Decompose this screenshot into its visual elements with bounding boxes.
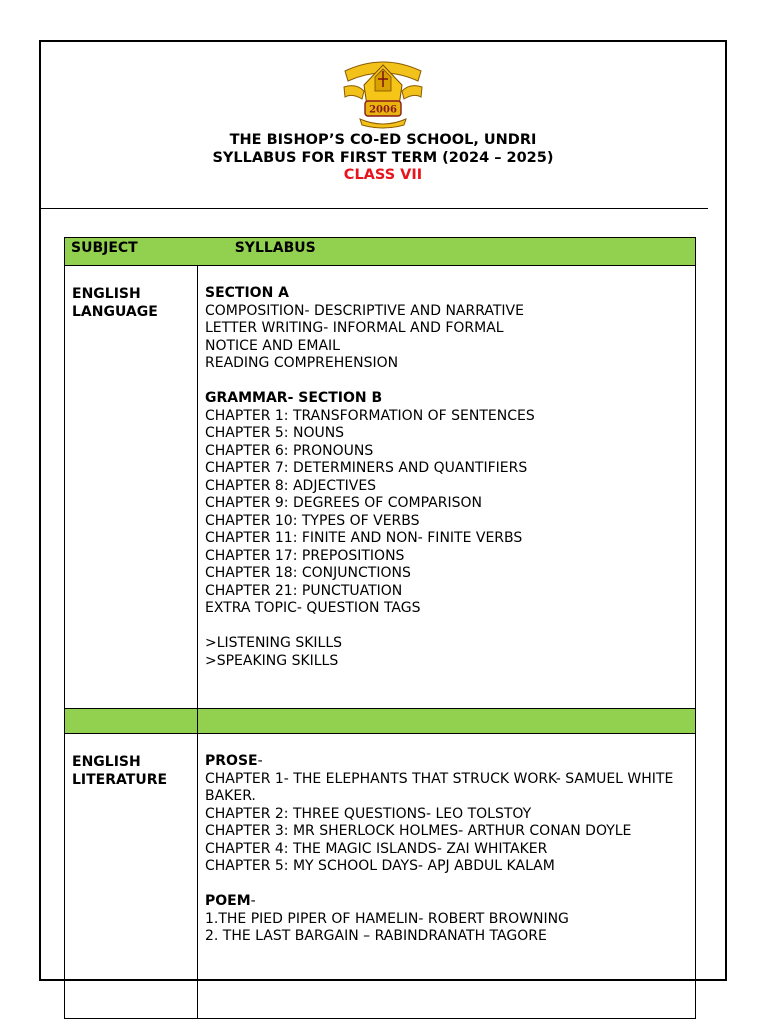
subject-line: ENGLISH	[72, 286, 141, 302]
list-item: CHAPTER 3: MR SHERLOCK HOLMES- ARTHUR CONAN DOYLE	[205, 823, 632, 839]
subject-cell	[65, 734, 198, 1019]
section-heading	[205, 893, 687, 911]
list-item: >SPEAKING SKILLS	[205, 652, 339, 669]
table-row	[65, 734, 696, 1019]
column-header-syllabus: SYLLABUS	[234, 240, 316, 256]
subject-line: LITERATURE	[72, 771, 168, 788]
list-item: CHAPTER 17: PREPOSITIONS	[205, 547, 405, 564]
school-name: THE BISHOP’S CO-ED SCHOOL, UNDRI	[229, 132, 537, 148]
list-item: CHAPTER 9: DEGREES OF COMPARISON	[205, 495, 482, 511]
separator-row	[65, 709, 696, 734]
column-header-subject: SUBJECT	[71, 240, 138, 256]
logo-year: 2006	[369, 104, 397, 116]
subject-cell	[65, 266, 198, 709]
list-item: CHAPTER 21: PUNCTUATION	[205, 582, 403, 599]
list-item: EXTRA TOPIC- QUESTION TAGS	[205, 600, 421, 616]
list-item: CHAPTER 8: ADJECTIVES	[205, 477, 377, 494]
table-row	[65, 266, 696, 709]
list-item: CHAPTER 4: THE MAGIC ISLANDS- ZAI WHITAKER	[205, 840, 548, 857]
syllabus-table	[64, 237, 696, 1019]
school-crest-logo	[342, 57, 424, 129]
list-item: CHAPTER 7: DETERMINERS AND QUANTIFIERS	[205, 460, 528, 476]
section-heading-rest: - SECTION B	[287, 390, 383, 406]
section-heading	[205, 753, 687, 771]
header-divider	[41, 208, 708, 209]
list-item: CHAPTER 18: CONJUNCTIONS	[205, 565, 411, 581]
list-item: CHAPTER 5: MY SCHOOL DAYS- APJ ABDUL KALAM	[205, 858, 555, 874]
list-item: 2. THE LAST BARGAIN – RABINDRANATH TAGORE	[205, 928, 547, 944]
section-heading-suffix: -	[257, 753, 263, 769]
subject-line: LANGUAGE	[72, 303, 158, 320]
list-item: COMPOSITION- DESCRIPTIVE AND NARRATIVE	[205, 302, 524, 319]
section-heading	[205, 390, 687, 408]
subject-line: ENGLISH	[72, 754, 141, 770]
syllabus-title: SYLLABUS FOR FIRST TERM (2024 – 2025)	[212, 150, 554, 166]
section-heading-bold: GRAMMAR	[205, 390, 288, 406]
list-item: CHAPTER 1- THE ELEPHANTS THAT STRUCK WORK- SAMUEL WHITE BAKER.	[205, 770, 674, 804]
list-item: CHAPTER 2: THREE QUESTIONS- LEO TOLSTOY	[205, 805, 532, 822]
section-heading-bold: PROSE	[205, 753, 258, 769]
list-item: >LISTENING SKILLS	[205, 635, 342, 651]
list-item: CHAPTER 11: FINITE AND NON- FINITE VERBS	[205, 530, 523, 546]
list-item: READING COMPREHENSION	[205, 355, 399, 371]
list-item: NOTICE AND EMAIL	[205, 337, 340, 354]
syllabus-cell	[198, 734, 696, 1019]
list-item: CHAPTER 10: TYPES OF VERBS	[205, 512, 420, 529]
list-item: LETTER WRITING- INFORMAL AND FORMAL	[205, 320, 504, 336]
section-heading-bold: POEM	[205, 893, 251, 909]
list-item: CHAPTER 5: NOUNS	[205, 425, 345, 441]
section-heading: SECTION A	[205, 285, 290, 301]
table-header-row	[65, 238, 696, 266]
syllabus-cell	[198, 266, 696, 709]
section-heading-suffix: -	[250, 893, 256, 909]
class-title: CLASS VII	[343, 167, 423, 183]
list-item: 1.THE PIED PIPER OF HAMELIN- ROBERT BROWNING	[205, 910, 569, 927]
list-item: CHAPTER 1: TRANSFORMATION OF SENTENCES	[205, 407, 535, 424]
list-item: CHAPTER 6: PRONOUNS	[205, 442, 374, 459]
